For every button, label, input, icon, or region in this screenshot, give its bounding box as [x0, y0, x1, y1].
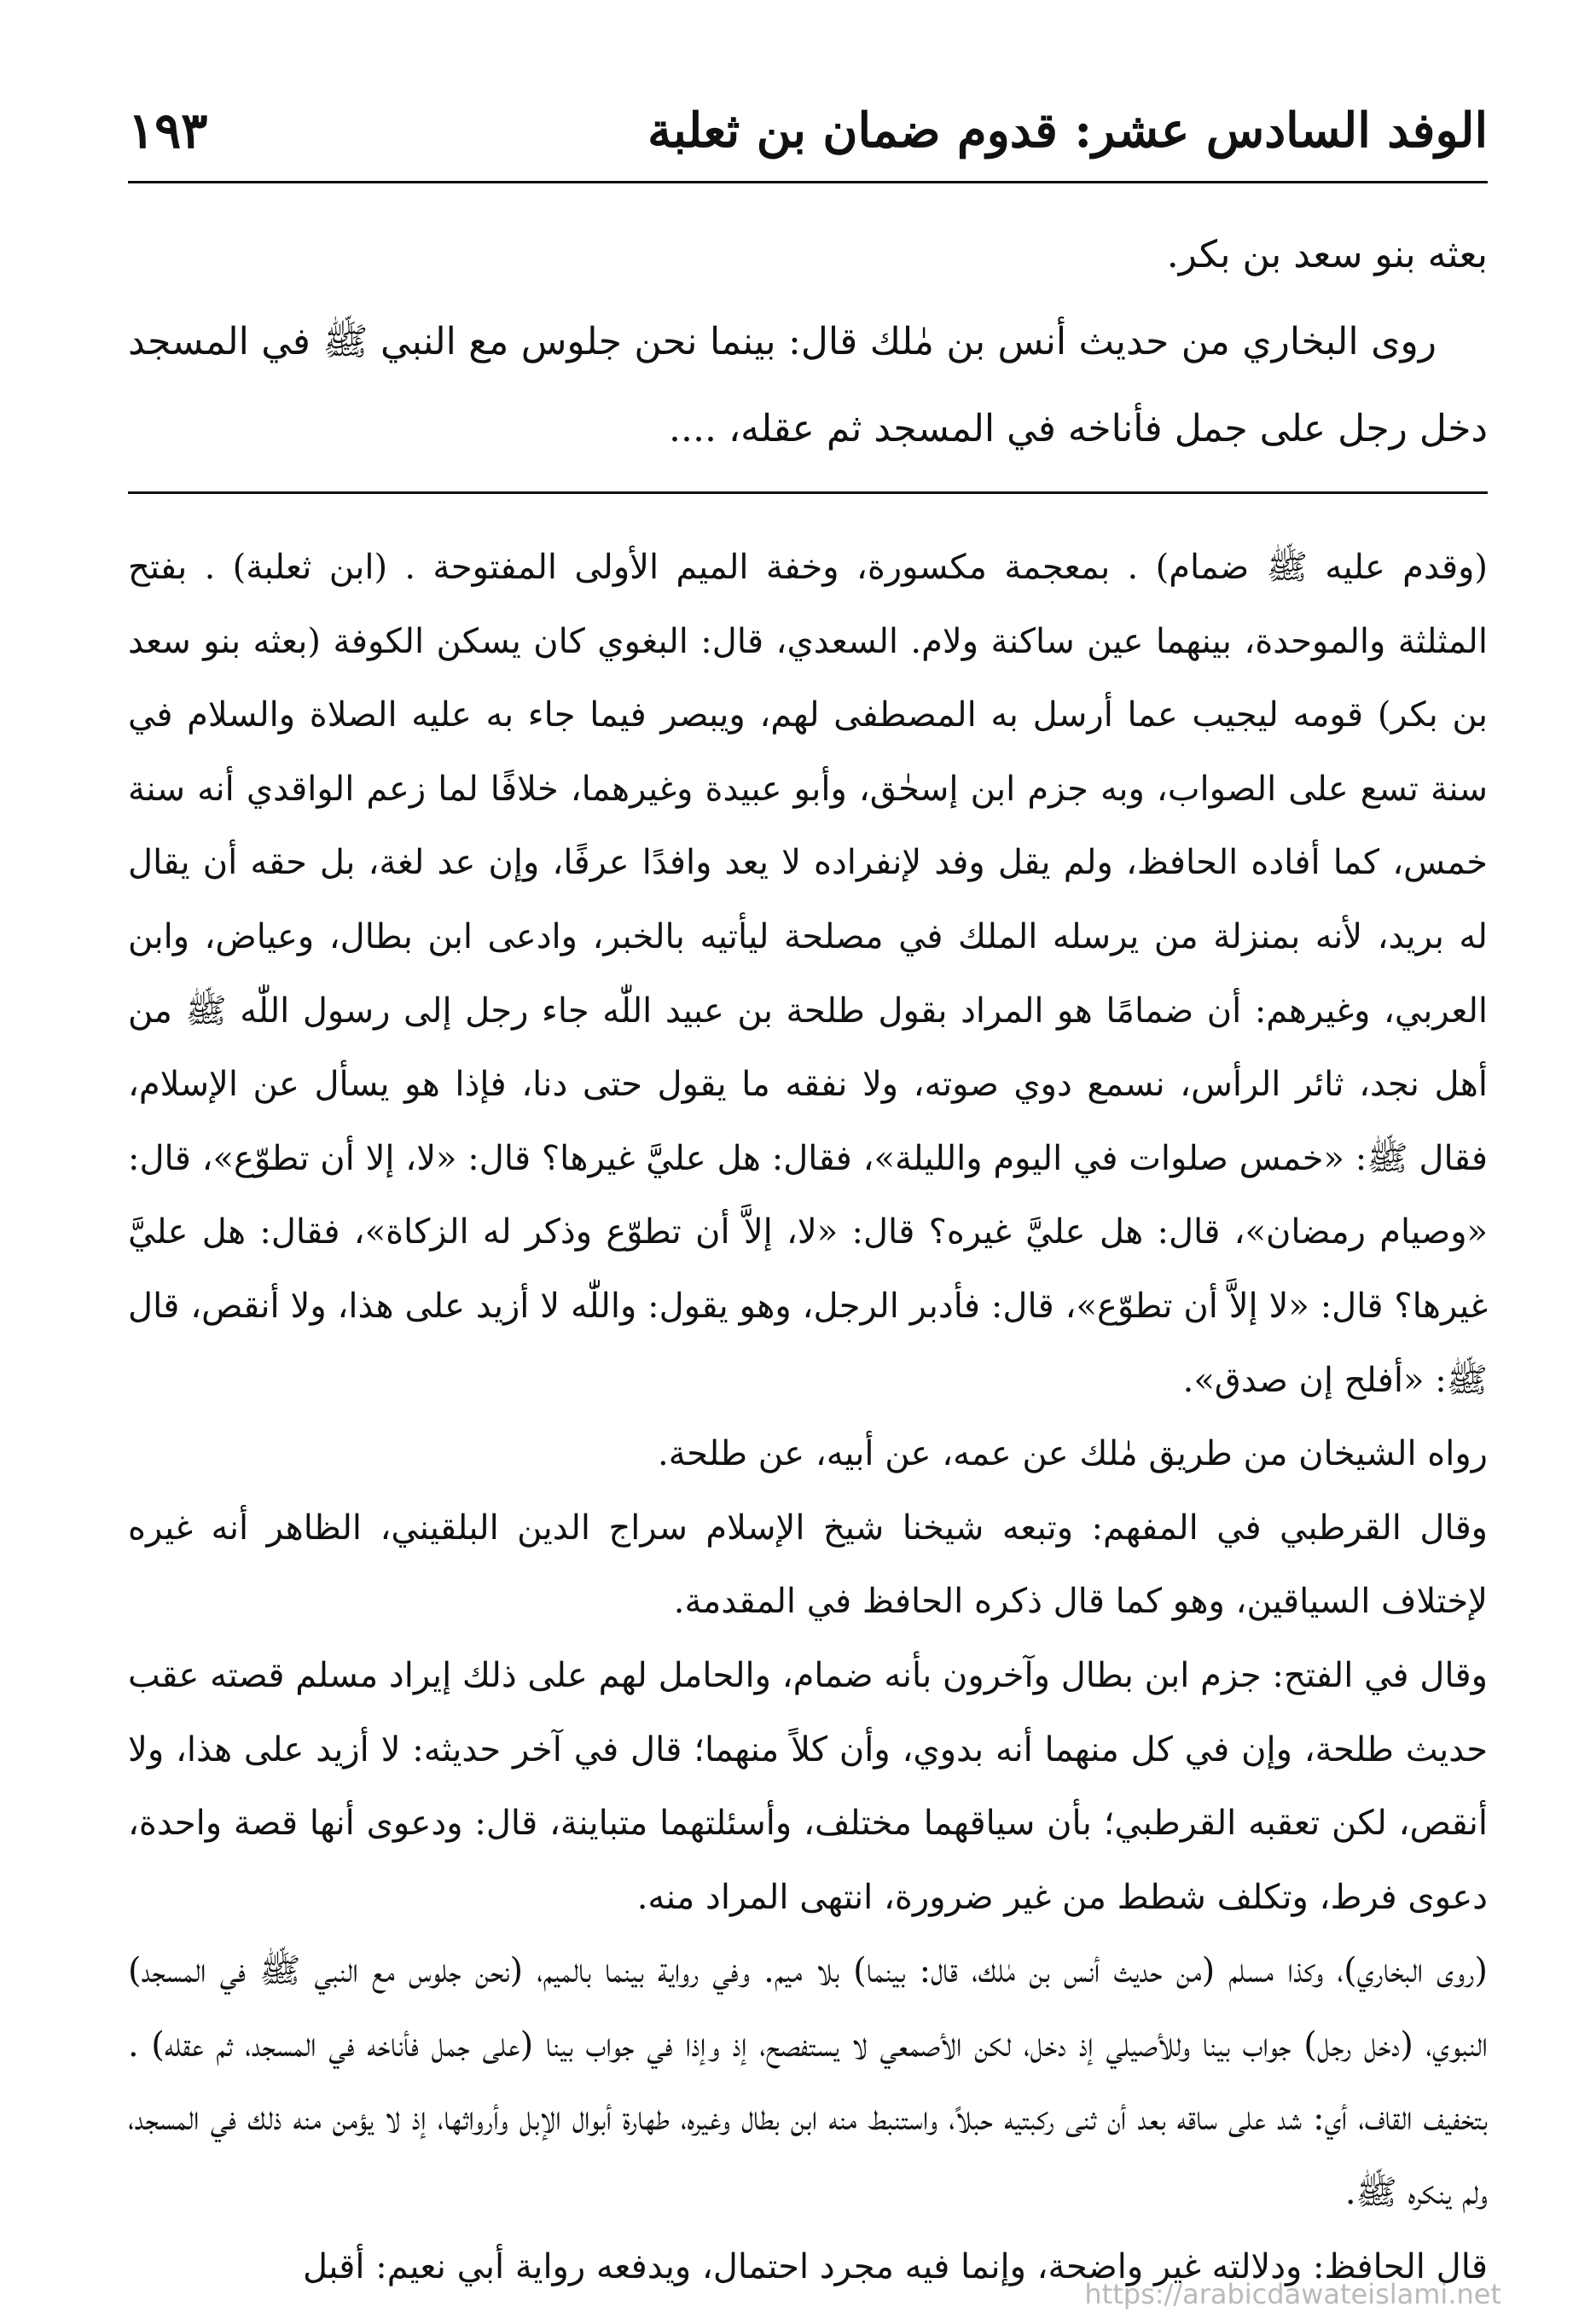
- commentary-paragraph: وقال القرطبي في المفهم: وتبعه شيخنا شيخ الإسلام سراج الدين البلقيني، الظاهر أنه غيره لإختلاف السياقين، وهو كما قال ذكره الحافظ في المقدمة.: [128, 1508, 1488, 1622]
- page-number: ١٩٣: [128, 102, 208, 160]
- commentary-paragraph: (روى البخاري)، وكذا مسلم (من حديث أنس بن مٰلك، قال: بينما) بلا ميم. وفي رواية بينما بالميم، (نحن جلوس مع النبي ﷺ في المسجد) النبوي، (دخل رجل) جواب بينا وللأصيلي إذ دخل، لكن الأصمعي لا يستفصح، إذ وإذا في جواب بينا (على جمل فأناخه في المسجد، ثم عقله) . بتخفيف القاف، أي: شد على ساقه بعد أن ثنى ركبتيه حبلاً، واستنبط منه ابن بطال وغيره، طهارة أبوال الإبل وأرواثها، إذ لا يؤمن منه ذلك في المسجد، ولم ينكره ﷺ.: [128, 1951, 1488, 2213]
- running-title: الوفد السادس عشر: قدوم ضمان بن ثعلبة: [647, 102, 1488, 159]
- main-text: [128, 212, 1488, 473]
- page-header: [128, 92, 1488, 169]
- commentary-paragraph: رواه الشيخان من طريق مٰلك عن عمه، عن أبيه، عن طلحة.: [658, 1434, 1488, 1474]
- commentary-divider: [128, 491, 1488, 494]
- commentary-paragraph: وقال في الفتح: جزم ابن بطال وآخرون بأنه ضمام، والحامل لهم على ذلك إيراد مسلم قصته عقب حديث طلحة، وإن في كل منهما أنه بدوي، وأن كلاً منهما؛ قال في آخر حديثه: لا أزيد على هذا، ولا أنقص، لكن تعقبه القرطبي؛ بأن سياقهما مختلف، وأسئلتهما متباينة، قال: ودعوى أنها قصة واحدة، دعوى فرط، وتكلف شطط من غير ضرورة، انتهى المراد منه.: [128, 1655, 1489, 1917]
- commentary-text: [128, 531, 1488, 2304]
- main-paragraph: بعثه بنو سعد بن بكر.: [1166, 233, 1488, 276]
- commentary-paragraph: (وقدم عليه ﷺ ضمام) . بمعجمة مكسورة، وخفة الميم الأولى المفتوحة . (ابن ثعلبة) . بفتح المثلثة والموحدة، بينهما عين ساكنة ولام. السعدي، قال: البغوي كان يسكن الكوفة (بعثه بنو سعد بن بكر) قومه ليجيب عما أرسل به المصطفى لهم، ويبصر فيما جاء به عليه الصلاة والسلام في سنة تسع على الصواب، وبه جزم ابن إسحٰق، وأبو عبيدة وغيرهما، خلافًا لما زعم الواقدي أنه سنة خمس، كما أفاده الحافظ، ولم يقل وفد لإنفراده لا يعد وافدًا عرفًا، وإن عد لغة، بل حقه أن يقال له بريد، لأنه بمنزلة من يرسله الملك في مصلحة ليأتيه بالخبر، وادعى ابن بطال، وعياض، وابن العربي، وغيرهم: أن ضمامًا هو المراد بقول طلحة بن عبيد اللّٰه جاء رجل إلى رسول اللّٰه ﷺ من أهل نجد، ثائر الرأس، نسمع دوي صوته، ولا نفقه ما يقول حتى دنا، فإذا هو يسأل عن الإسلام، فقال ﷺ: «خمس صلوات في اليوم والليلة»، فقال: هل عليَّ غيرها؟ قال: «لا، إلا أن تطوّع»، قال: «وصيام رمضان»، قال: هل عليَّ غيره؟ قال: «لا، إلاَّ أن تطوّع وذكر له الزكاة»، فقال: هل عليَّ غيرها؟ قال: «لا إلاَّ أن تطوّع»، قال: فأدبر الرجل، وهو يقول: واللّٰه لا أزيد على هذا، ولا أنقص، قال ﷺ: «أفلح إن صدق».: [128, 548, 1489, 1400]
- source-watermark: https://arabicdawateislami.net: [1084, 2278, 1501, 2310]
- header-rule: [128, 181, 1488, 183]
- main-paragraph: روى البخاري من حديث أنس بن مٰلك قال: بينما نحن جلوس مع النبي ﷺ في المسجد دخل رجل على جمل فأناخه في المسجد ثم عقله، ....: [128, 320, 1488, 450]
- commentary-paragraph: قال الحافظ: ودلالته غير واضحة، وإنما فيه مجرد احتمال، ويدفعه رواية أبي نعيم: أقبل: [302, 2246, 1488, 2286]
